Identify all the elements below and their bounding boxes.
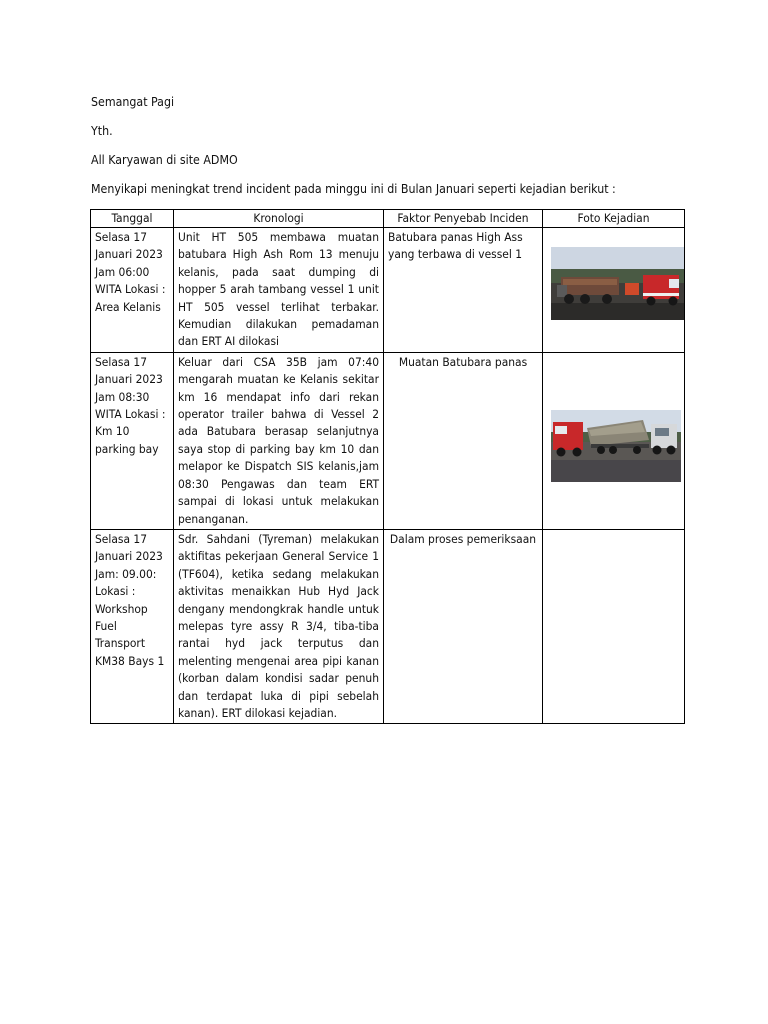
recipients: All Karyawan di site ADMO <box>91 153 238 167</box>
header-foto: Foto Kejadian <box>543 210 685 228</box>
greeting: Semangat Pagi <box>91 95 175 109</box>
cell-foto-empty <box>543 529 685 723</box>
cell-foto <box>543 228 685 353</box>
cell-tanggal: Selasa 17 Januari 2023 Jam: 09.00: Lokasi : Workshop Fuel Transport KM38 Bays 1 <box>91 529 174 723</box>
photo-trailer-parking-bay <box>551 410 680 482</box>
cell-tanggal: Selasa 17 Januari 2023 Jam 08:30 WITA Lokasi : Km 10 parking bay <box>91 352 174 529</box>
header-tanggal: Tanggal <box>91 210 174 228</box>
header-kronologi: Kronologi <box>174 210 384 228</box>
salutation: Yth. <box>91 124 113 138</box>
intro-paragraph: Menyikapi meningkat trend incident pada minggu ini di Bulan Januari seperti kejadian berikut : <box>91 182 616 196</box>
cell-tanggal: Selasa 17 Januari 2023 Jam 06:00 WITA Lokasi : Area Kelanis <box>91 228 174 353</box>
cell-kronologi: Unit HT 505 membawa muatan batubara High Ash Rom 13 menuju kelanis, pada saat dumping di hopper 5 arah tambang vessel 1 unit HT 505 vessel terlihat terbakar. Kemudian dilakukan pemadaman dan ERT AI dilokasi <box>174 228 384 353</box>
table-row <box>91 352 685 529</box>
table-header-row <box>91 210 685 228</box>
cell-foto <box>543 352 685 529</box>
cell-faktor: Muatan Batubara panas <box>384 352 543 529</box>
incident-table <box>90 209 685 724</box>
cell-faktor: Dalam proses pemeriksaan <box>384 529 543 723</box>
cell-kronologi: Sdr. Sahdani (Tyreman) melakukan aktifitas pekerjaan General Service 1 (TF604), ketika sedang melakukan aktivitas menaikkan Hub Hyd Jack dengany mendongkrak handle untuk melepas tyre assy R 3/4, tiba-tiba rantai hyd jack terputus dan melenting mengenai area pipi kanan (korban dalam kondisi sadar penuh dan terdapat luka di pipi sebelah kanan). ERT dilokasi kejadian. <box>174 529 384 723</box>
cell-kronologi: Keluar dari CSA 35B jam 07:40 mengarah muatan ke Kelanis sekitar km 16 mendapat info dari rekan operator trailer bahwa di Vessel 2 ada Batubara berasap selanjutnya saya stop di parking bay km 10 dan melapor ke Dispatch SIS kelanis,jam 08:30 Pengawas dan team ERT sampai di lokasi untuk melakukan penanganan. <box>174 352 384 529</box>
cell-faktor: Batubara panas High Ass yang terbawa di vessel 1 <box>384 228 543 353</box>
photo-truck-fire-kelanis <box>551 247 680 320</box>
table-row <box>91 228 685 353</box>
header-faktor: Faktor Penyebab Inciden <box>384 210 543 228</box>
table-row <box>91 529 685 723</box>
